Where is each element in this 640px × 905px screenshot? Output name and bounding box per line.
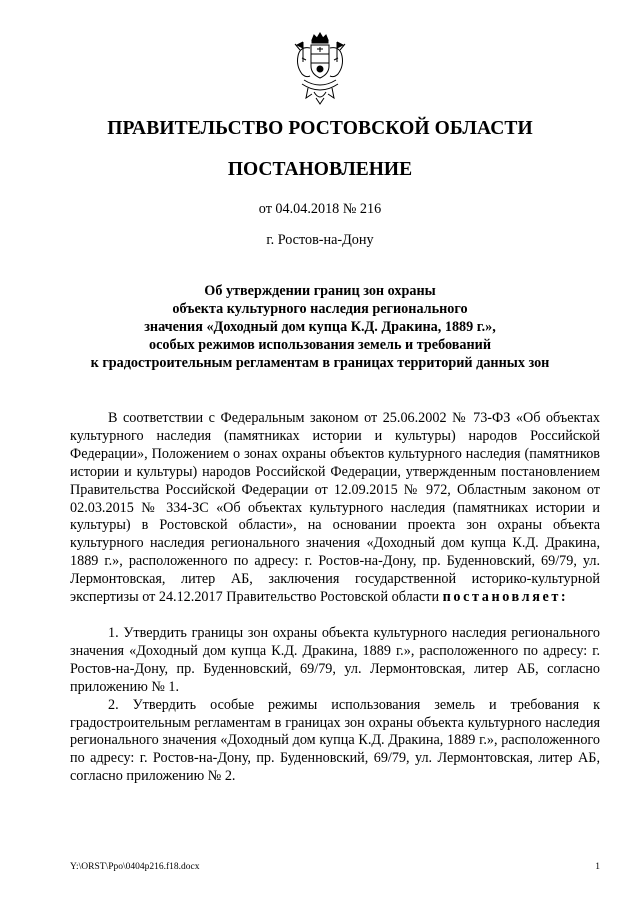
page-number: 1	[595, 862, 600, 872]
item-1-paragraph: 1. Утвердить границы зон охраны объекта культурного наследия регионального значения «Доходный дом купца К.Д. Дракина, 1889 г.», расположенного по адресу: г. Ростов-на-Дону, пр. Буденновский, 69/79, ул. Лермонтовская, литер АБ, согласно приложению № 1.	[70, 624, 600, 695]
rostov-oblast-coat-of-arms-icon	[292, 32, 348, 106]
organization-title: ПРАВИТЕЛЬСТВО РОСТОВСКОЙ ОБЛАСТИ	[107, 118, 533, 139]
document-type: ПОСТАНОВЛЕНИЕ	[227, 159, 413, 180]
preamble-paragraph	[70, 410, 600, 607]
item-2-paragraph: 2. Утвердить особые режимы использования земель и требования к градостроительным регламентам в границах зон охраны объекта культурного наследия регионального значения «Доходный дом купца К.Д. Дракина, 1889 г.», расположенного по адресу: г. Ростов-на-Дону, пр. Буденновский, 69/79, ул. Лермонтовская, литер АБ, согласно приложению № 2.	[70, 696, 600, 785]
preamble-text: В соответствии с Федеральным законом от 25.06.2002 № 73-ФЗ «Об объектах культурного наследия (памятниках истории и культуры) народов Российской Федерации», Положением о зонах охраны объектов культурного наследия (памятников истории и культуры) народов Российской Федерации, утвержденным постановлением Правительства Российской Федерации от 12.09.2015 № 972, Областным законом от 02.03.2015 № 334-ЗС «Об объектах культурного наследия (памятниках истории и культуры) в Ростовской области», на основании проекта зон охраны объекта культурного наследия регионального значения «Доходный дом купца К.Д. Дракина, 1889 г.», расположенного по адресу: г. Ростов-на-Дону, пр. Буденновский, 69/79, ул. Лермонтовская, литер АБ, заключения государственной историко-культурной экспертизы от 24.12.2017 Правительство Ростовской области	[70, 410, 600, 606]
file-path: Y:\ORST\Ppo\0404p216.f18.docx	[70, 862, 200, 872]
document-body	[70, 410, 600, 786]
subject-line: особых режимов использования земель и требований	[148, 337, 492, 353]
subject-line: Об утверждении границ зон охраны	[204, 283, 436, 299]
document-subject	[40, 282, 600, 372]
subject-line: значения «Доходный дом купца К.Д. Дракина, 1889 г.»,	[144, 319, 496, 335]
subject-line: объекта культурного наследия регионального	[172, 301, 468, 317]
page-footer	[70, 862, 600, 872]
document-place: г. Ростов-на-Дону	[266, 232, 374, 248]
subject-line: к градостроительным регламентам в границах территорий данных зон	[90, 355, 550, 371]
decree-word: постановляет:	[442, 589, 569, 606]
document-date-number: от 04.04.2018 № 216	[258, 201, 382, 217]
